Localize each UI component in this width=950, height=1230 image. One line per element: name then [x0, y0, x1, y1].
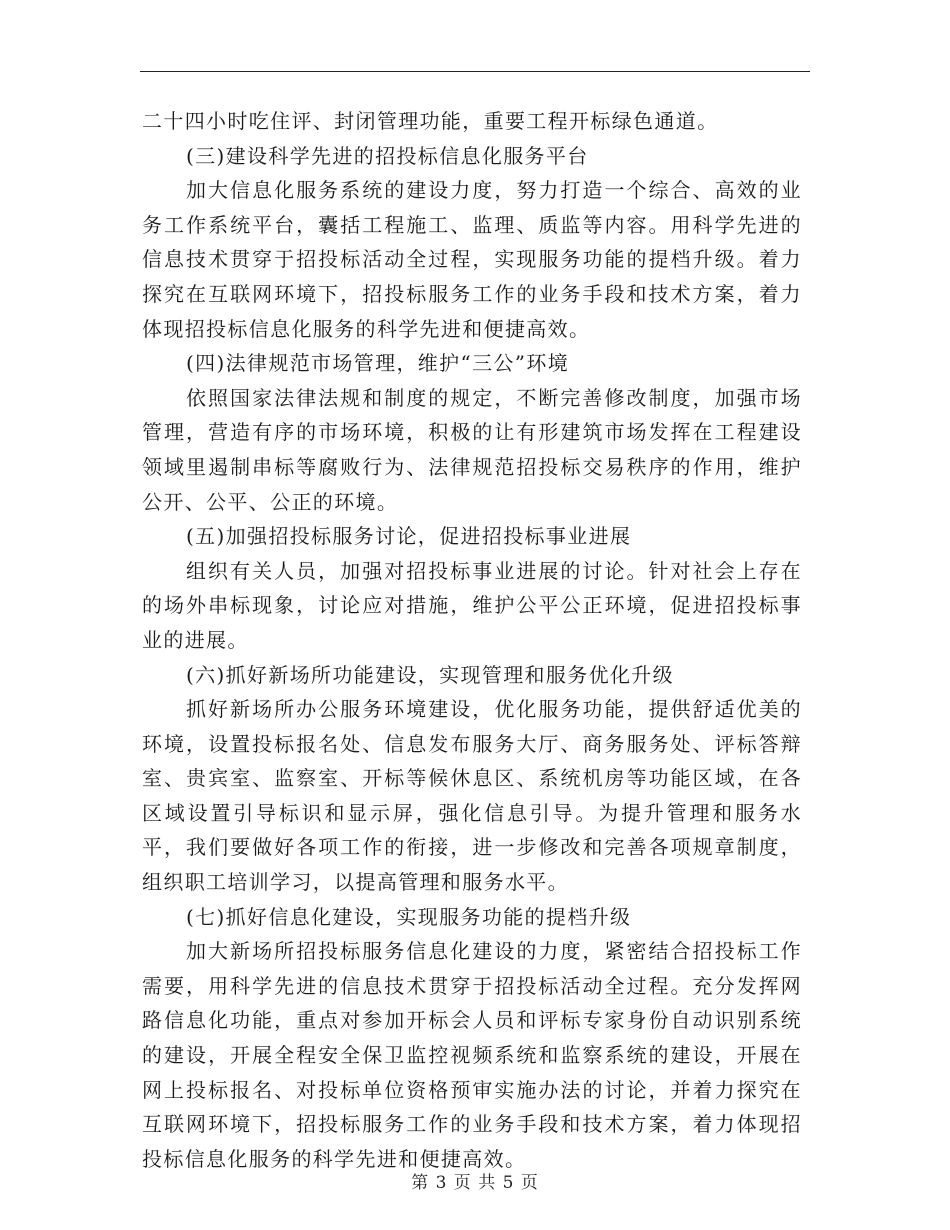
paragraph-body: 抓好新场所办公服务环境建设，优化服务功能，提供舒适优美的环境，设置投标报名处、信息发布服务大厅、商务服务处、评标答辩室、贵宾室、监察室、开标等候休息区、系统机房等功能区域，在各区域设置引导标识和显示屏，强化信息引导。为提升管理和服务水平，我们要做好各项工作的衔接，进一步修改和完善各项规章制度，组织职工培训学习，以提高管理和服务水平。 — [142, 697, 802, 895]
document-body — [142, 104, 802, 1176]
paragraph-body: 加大信息化服务系统的建设力度，努力打造一个综合、高效的业务工作系统平台，囊括工程施工、监理、质监等内容。用科学先进的信息技术贯穿于招投标活动全过程，实现服务功能的提档升级。着力探究在互联网环境下，招投标服务工作的业务手段和技术方案，着力体现招投标信息化服务的科学先进和便捷高效。 — [142, 178, 802, 341]
page-number-footer: 第 3 页 共 5 页 — [411, 1173, 539, 1193]
section-heading-5: (五)加强招投标服务讨论，促进招投标事业进展 — [186, 524, 632, 549]
paragraph-body: 依照国家法律法规和制度的规定，不断完善修改制度，加强市场管理，营造有序的市场环境，积极的让有形建筑市场发挥在工程建设领域里遏制串标等腐败行为、法律规范招投标交易秩序的作用，维护公开、公平、公正的环境。 — [142, 385, 802, 514]
section-heading-3: (三)建设科学先进的招投标信息化服务平台 — [186, 143, 589, 168]
header-rule — [140, 71, 810, 72]
section-heading-6: (六)抓好新场所功能建设，实现管理和服务优化升级 — [186, 662, 675, 687]
paragraph-body: 组织有关人员，加强对招投标事业进展的讨论。针对社会上存在的场外串标现象，讨论应对措施，维护公平公正环境，促进招投标事业的进展。 — [142, 558, 802, 652]
paragraph-continuation: 二十四小时吃住评、封闭管理功能，重要工程开标绿色通道。 — [142, 109, 719, 133]
paragraph-body: 加大新场所招投标服务信息化建设的力度，紧密结合招投标工作需要，用科学先进的信息技术贯穿于招投标活动全过程。充分发挥网路信息化功能，重点对参加开标会人员和评标专家身份自动识别系统的建设，开展全程安全保卫监控视频系统和监察系统的建设，开展在网上投标报名、对投标单位资格预审实施办法的讨论，并着力探究在互联网环境下，招投标服务工作的业务手段和技术方案，着力体现招投标信息化服务的科学先进和便捷高效。 — [142, 939, 802, 1171]
section-heading-7: (七)抓好信息化建设，实现服务功能的提档升级 — [186, 904, 632, 929]
section-heading-4: (四)法律规范市场管理，维护“三公”环境 — [186, 351, 570, 376]
